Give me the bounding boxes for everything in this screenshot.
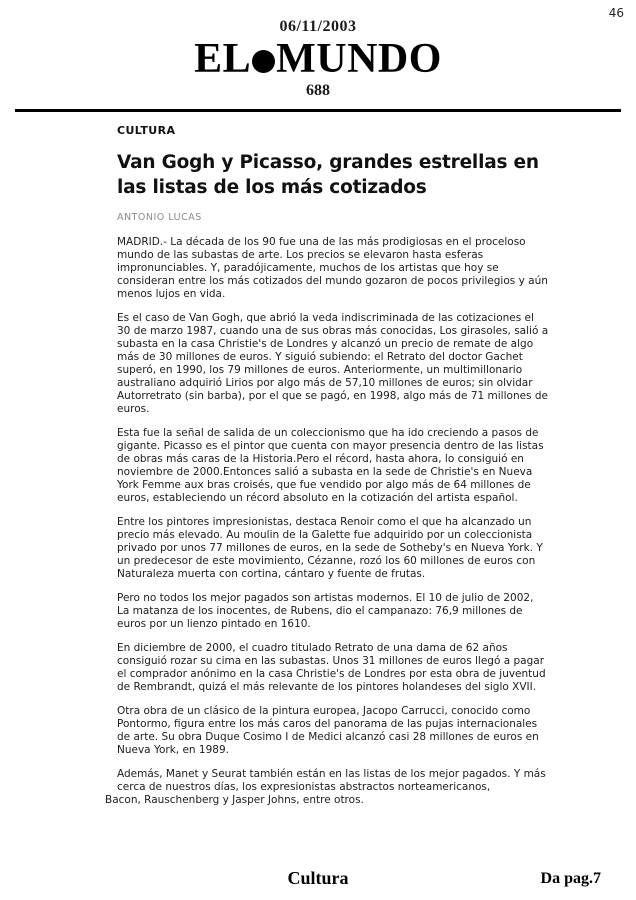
footer-page-reference: Da pag.7	[540, 870, 601, 887]
article-body	[105, 236, 549, 807]
paragraph-continuation: Bacon, Rauschenberg y Jasper Johns, entre otros.	[105, 794, 364, 806]
paragraph: En diciembre de 2000, el cuadro titulado Retrato de una dama de 62 años consiguió rozar su cima en las subastas. Unos 31 millones de euros llegó a pagar el comprador anónimo en la casa Christie's de Londres por esta obra de juventud de Rembrandt, quizá el más relevante de los pintores holandeses del siglo XVII.	[117, 642, 546, 693]
section-label: CULTURA	[117, 124, 176, 137]
corner-page-number: 46	[608, 6, 624, 20]
elmundo-logo	[0, 37, 636, 81]
paragraph: Es el caso de Van Gogh, que abrió la veda indiscriminada de las cotizaciones el 30 de marzo 1987, cuando una de sus obras más conocidas, Los girasoles, salió a subasta en la casa Christie's de Londres y alcanzó un precio de remate de algo más de 30 millones de euros. Y siguió subiendo: el Retrato del doctor Gachet superó, en 1990, los 79 millones de euros. Anteriormente, un multimillonario australiano adquirió Lirios por algo más de 57,10 millones de euros; sin olvidar Autorretrato (sin barba), por el que se pagó, en 1998, algo más de 71 millones de euros.	[117, 312, 549, 415]
paragraph: Otra obra de un clásico de la pintura europea, Jacopo Carrucci, conocido como Pontormo, figura entre los más caros del panorama de las pujas internacionales de arte. Su obra Duque Cosimo I de Medici alcanzó casi 28 millones de euros en Nueva York, en 1989.	[117, 705, 539, 756]
logo-text-mundo: MUNDO	[276, 36, 442, 82]
paragraph: Además, Manet y Seurat también están en las listas de los mejor pagados. Y más cerca de nuestros días, los expresionistas abstractos norteamericanos,	[117, 768, 546, 793]
issue-number: 688	[306, 82, 330, 99]
byline: ANTONIO LUCAS	[117, 212, 202, 223]
globe-icon	[252, 50, 275, 73]
paragraph: Entre los pintores impresionistas, destaca Renoir como el que ha alcanzado un precio más elevado. Au moulin de la Galette fue adquirido por un coleccionista privado por unos 77 millones de euros, en la sede de Sotheby's en Nueva York. Y un predecesor de este movimiento, Cézanne, rozó los 60 millones de euros con Naturaleza muerta con cortina, cántaro y fuente de frutas.	[117, 516, 543, 580]
headline: Van Gogh y Picasso, grandes estrellas en las listas de los más cotizados	[117, 152, 539, 198]
article	[105, 124, 549, 807]
logo-text-el: EL	[194, 36, 252, 82]
paragraph: Pero no todos los mejor pagados son artistas modernos. El 10 de julio de 2002, La matanza de los inocentes, de Rubens, dio el campanazo: 76,9 millones de euros por un lienzo pintado en 1610.	[117, 592, 534, 630]
header-divider	[15, 109, 621, 112]
issue-date: 06/11/2003	[279, 18, 357, 35]
paragraph: Esta fue la señal de salida de un coleccionismo que ha ido creciendo a pasos de gigante. Picasso es el pintor que cuenta con mayor presencia dentro de las listas de obras más caras de la Historia.Pero el récord, hasta ahora, lo consiguió en noviembre de 2000.Entonces salió a subasta en la sede de Christie's en Nueva York Femme aux bras croisés, que fue vendido por algo más de 64 millones de euros, estableciendo un récord absoluto en la cotización del artista español.	[117, 427, 544, 504]
paragraph: MADRID.- La década de los 90 fue una de las más prodigiosas en el proceloso mundo de las subastas de arte. Los precios se elevaron hasta esferas impronunciables. Y, paradójicamente, muchos de los artistas que hoy se consideran entre los más cotizados del mundo gozaron de pocos privilegios y aún menos lujos en vida.	[117, 236, 548, 300]
masthead	[0, 0, 636, 112]
footer-section-label: Cultura	[287, 868, 349, 888]
